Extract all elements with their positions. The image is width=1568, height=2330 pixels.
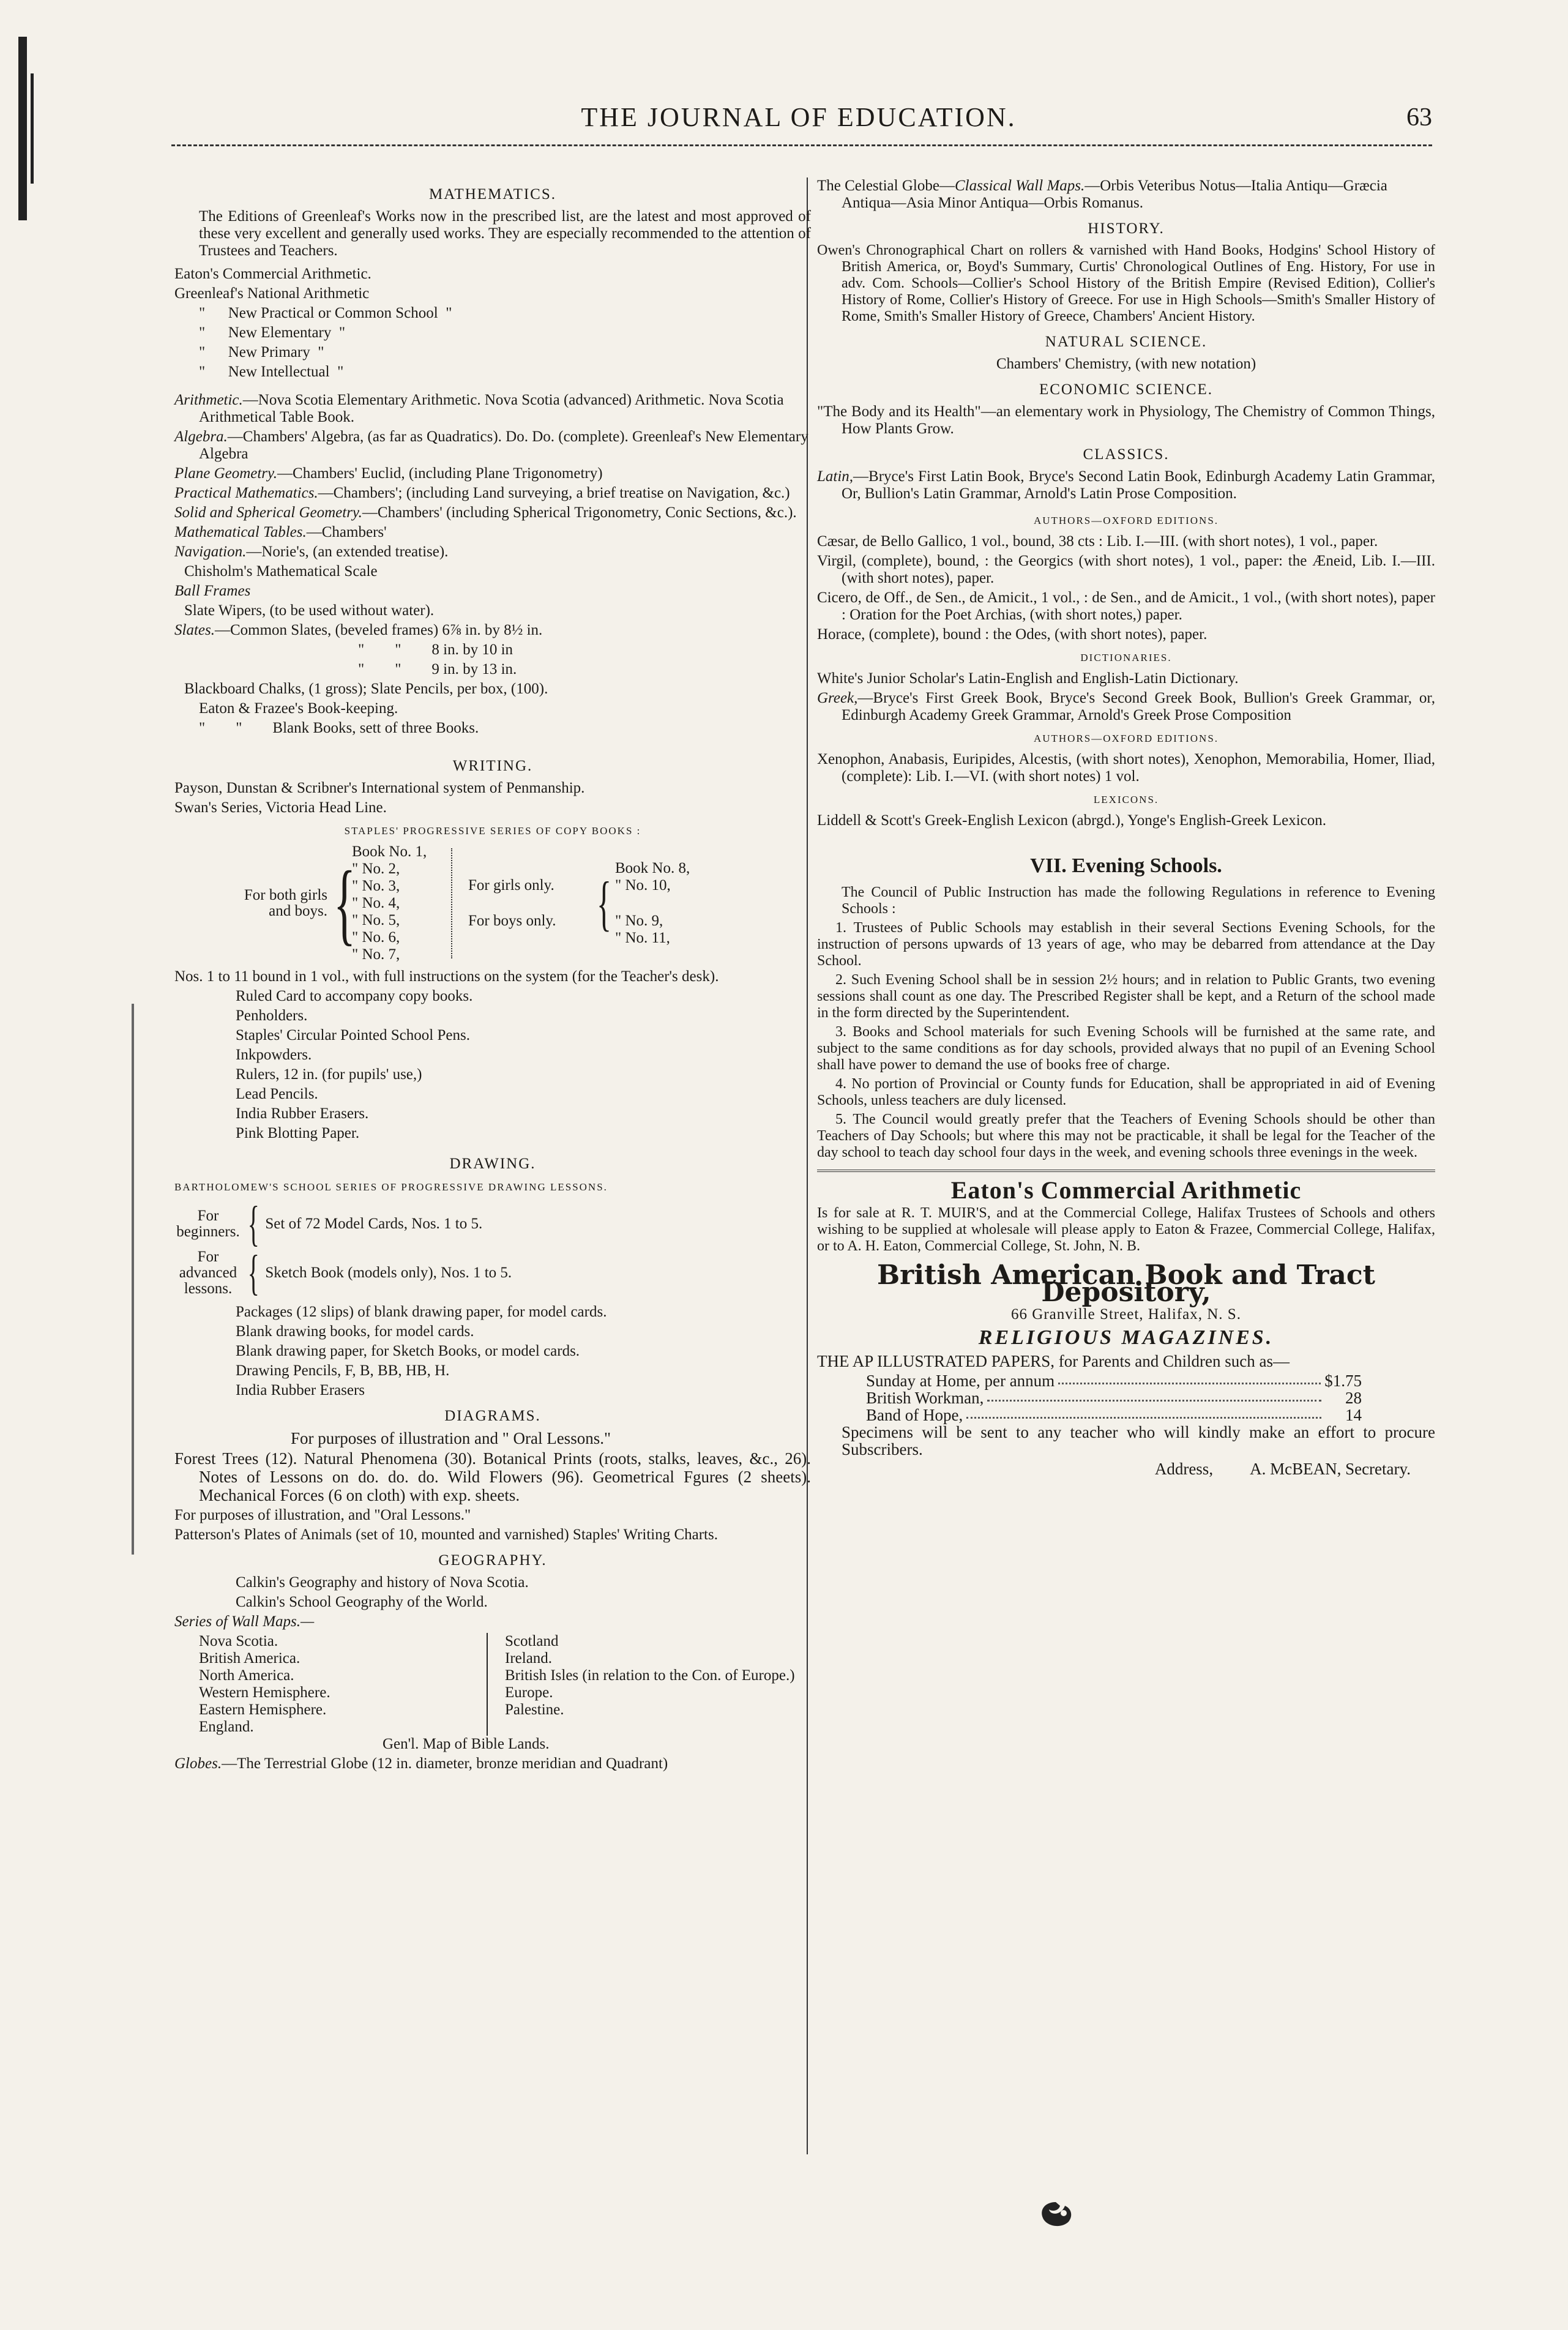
mathematics-heading: MATHEMATICS. [428,186,557,203]
address-label: Address, [1154,1460,1214,1478]
math-list-item: " New Intellectual " [199,364,344,380]
beginners-row [174,1197,811,1251]
eaton-advert-title: Eaton's Commercial Arithmetic [950,1176,1302,1204]
math-list-item: Greenleaf's National Arithmetic [174,285,370,302]
evening-schools-heading: VII. Evening Schools. [1030,854,1222,877]
maps-right-list [505,1633,811,1736]
bartholomew-heading: BARTHOLOMEW'S SCHOOL SERIES OF PROGRESSIVE DRAWING LESSONS. [174,1181,608,1193]
globes-text: —The Terrestrial Globe (12 in. diameter, bronze meridian and Quadrant) [222,1755,668,1772]
wall-maps-grid [174,1633,811,1736]
map-item: British America. [199,1650,301,1667]
left-edge-mark-3 [132,1004,134,1555]
price-row [866,1406,1362,1424]
writing-item: Inkpowders. [236,1047,312,1063]
greek-authors-heading: AUTHORS—OXFORD EDITIONS. [1033,733,1219,744]
left-column [174,177,811,1775]
math-list-item: Eaton's Commercial Arithmetic. [174,266,371,282]
copy-book-item: " No. 4, [352,895,400,911]
eaton-bookkeeping: Eaton & Frazee's Book-keeping. [199,700,398,717]
diagrams-oral: For purposes of illustration, and "Oral Lessons." [174,1507,471,1523]
copy-book-item: Book No. 1, [352,843,427,860]
dot-leader [966,1406,1321,1419]
map-item: Europe. [505,1684,553,1701]
math-list-item: " New Elementary " [199,324,346,341]
diagrams-heading: DIAGRAMS. [444,1408,541,1424]
globes-label: Globes. [174,1755,222,1772]
white-dictionary: White's Junior Scholar's Latin-English and English-Latin Dictionary. [817,670,1239,687]
classical-wall-maps: Classical Wall Maps. [954,177,1085,194]
maps-divider [487,1633,505,1736]
navigation-text: —Norie's, (an extended treatise). [246,543,449,560]
copy-girls-boys-labels [468,877,591,930]
map-item: British Isles (in relation to the Con. of Europe.) [505,1667,795,1684]
math-intro: The Editions of Greenleaf's Works now in the prescribed list, are the latest and most approved of these very excellent and generally used works. They are especially recommended to the attention of Trustees and Teachers. [199,208,811,259]
calkin-world: Calkin's School Geography of the World. [236,1594,488,1610]
drawing-item: Packages (12 slips) of blank drawing paper, for model cards. [236,1304,607,1320]
copy-books-grid [230,843,811,963]
navigation-label: Navigation. [174,543,247,560]
price-row [866,1372,1362,1389]
latin-author: Virgil, (complete), bound, : the Georgics (with short notes), 1 vol., paper: the Æneid, Lib. I.—III. (with short notes), paper. [817,553,1435,586]
greek-label: Greek, [817,690,858,706]
writing-item: Pink Blotting Paper. [236,1125,360,1141]
copy-book-item: " No. 10, [615,877,671,894]
advanced-text: Sketch Book (models only), Nos. 1 to 5. [265,1264,512,1281]
evening-rule: 3. Books and School materials for such Evening Schools will be furnished at the same rate, and subject to the same conditions as for day schools, provided always that no pupil of an Evening School shall have power to demand the use of books free of charge. [817,1024,1435,1073]
brace-icon: { [247,1197,259,1251]
math-subjects [174,392,811,737]
diagrams-text: Forest Trees (12). Natural Phenomena (30). Botanical Prints (roots, stalks, leaves, &c., 26). Notes of Lessons on do. do. do. Wild Flowers (96). Geometrical Fgures (2 sheets). Mechanical Forces (6 on cloth) with exp. sheets. [174,1449,811,1504]
writing-item: India Rubber Erasers. [236,1105,369,1122]
price-row [866,1389,1362,1406]
drawing-item: India Rubber Erasers [236,1382,365,1398]
plane-geometry-label: Plane Geometry. [174,465,278,482]
printer-ornament-icon [1034,2197,1077,2234]
latin-author: Horace, (complete), bound : the Odes, (with short notes), paper. [817,626,1208,643]
economic-science-text: "The Body and its Health"—an elementary work in Physiology, The Chemistry of Common Things, How Plants Grow. [817,403,1435,437]
writing-items [174,988,811,1142]
ball-frames: Ball Frames [174,583,251,599]
evening-rule: 4. No portion of Provincial or County funds for Education, shall be appropriated in aid of Evening Schools, unless teachers are duly licensed. [817,1076,1435,1108]
map-item: Eastern Hemisphere. [199,1701,327,1718]
math-tables-label: Mathematical Tables. [174,524,307,540]
advanced-row [174,1246,811,1300]
arithmetic-label: Arithmetic. [174,392,243,408]
greek-authors: Xenophon, Anabasis, Euripides, Alcestis, (with short notes), Xenophon, Memorabilia, Homer, Iliad, (complete): Lib. I.—VI. (with short notes) 1 vol. [817,751,1435,785]
economic-science-heading: ECONOMIC SCIENCE. [1039,381,1213,398]
drawing-item: Blank drawing books, for model cards. [236,1323,474,1340]
slates-size-3: " " 9 in. by 13 in. [358,661,517,678]
price-value: $1.75 [1324,1372,1362,1390]
copy-book-item: " No. 7, [352,946,400,963]
dot-leader [987,1389,1321,1402]
secretary-name: A. McBEAN, Secretary. [1250,1460,1411,1478]
depository-title: British American Book and Tract Depository, [876,1260,1376,1308]
religious-magazines-title: RELIGIOUS MAGAZINES. [978,1326,1274,1349]
page-number: 63 [1406,103,1432,132]
latin-author: Cæsar, de Bello Gallico, 1 vol., bound, 38 cts : Lib. I.—III. (with short notes), 1 vol., paper. [817,533,1378,550]
copy-both-list [352,843,444,963]
copy-both-label: For both girls and boys. [244,887,327,919]
drawing-heading: DRAWING. [449,1156,536,1172]
copy-girls-boys-list [615,860,707,947]
copy-girls-label: For girls only. [468,877,554,894]
latin-authors-heading: AUTHORS—OXFORD EDITIONS. [1033,515,1219,526]
price-value: 14 [1345,1406,1362,1424]
natural-science-text: Chambers' Chemistry, (with new notation) [996,356,1256,372]
map-item: England. [199,1719,254,1735]
writing-item: Staples' Circular Pointed School Pens. [236,1027,470,1044]
algebra-text: —Chambers' Algebra, (as far as Quadratics). Do. Do. (complete). Greenleaf's New Elementary Algebra [199,428,808,462]
patterson-plates: Patterson's Plates of Animals (set of 10, mounted and varnished) Staples' Writing Charts. [174,1526,718,1543]
copy-boys-label: For boys only. [468,913,556,929]
map-item: Scotland [505,1633,559,1649]
evening-rule: 2. Such Evening School shall be in session 2½ hours; and in relation to Public Grants, two evening sessions shall count as one day. The Prescribed Register shall be kept, and a Return of the school made in the form directed by the Superintendent. [817,972,1435,1021]
drawing-item: Drawing Pencils, F, B, BB, HB, H. [236,1362,450,1379]
math-tables-text: —Chambers' [306,524,387,540]
price-label: Sunday at Home, per annum [866,1372,1055,1390]
price-label: British Workman, [866,1389,984,1407]
map-item: Western Hemisphere. [199,1684,330,1701]
staples-heading: STAPLES' PROGRESSIVE SERIES OF COPY BOOKS : [344,825,641,837]
eaton-advert-text: Is for sale at R. T. MUIR'S, and at the Commercial College, Halifax Trustees of Schools and others wishing to be supplied at wholesale will please apply to Eaton & Frazee, Commercial College, Halifax, or to A. H. Eaton, Commercial College, St. John, N. B. [817,1205,1435,1254]
dot-leader [1058,1372,1321,1384]
header-rule [171,144,1432,146]
brace-icon: { [597,869,611,937]
practical-math-text: —Chambers'; (including Land surveying, a brief treatise on Navigation, &c.) [318,485,790,501]
beginners-label: For beginners. [176,1208,240,1240]
map-item: North America. [199,1667,294,1684]
dictionaries-heading: DICTIONARIES. [1080,652,1172,663]
writing-heading: WRITING. [452,758,533,774]
slates-text: —Common Slates, (beveled frames) 6⅞ in. by 8½ in. [214,622,543,638]
copy-book-item: " No. 9, [615,913,663,929]
price-list [817,1372,1435,1424]
latin-author: Cicero, de Off., de Sen., de Amicit., 1 vol., : de Sen., and de Amicit., 1 vol., (with short notes), paper : Oration for the Poet Archias, (with short notes,) paper. [817,589,1435,623]
maps-left-list [199,1633,487,1736]
latin-label: Latin, [817,468,854,485]
map-item: Ireland. [505,1650,553,1667]
payson-penmanship: Payson, Dunstan & Scribner's International system of Penmanship. [174,780,585,796]
solid-geometry-text: —Chambers' (including Spherical Trigonometry, Conic Sections, &c.). [362,504,797,521]
drawing-items [174,1304,811,1399]
copy-book-item: " No. 5, [352,912,400,928]
swan-series: Swan's Series, Victoria Head Line. [174,799,387,816]
signature [817,1460,1435,1477]
geography-heading: GEOGRAPHY. [438,1552,547,1569]
slates-label: Slates. [174,622,215,638]
blackboard-chalks: Blackboard Chalks, (1 gross); Slate Pencils, per box, (100). [184,681,548,697]
map-item: Nova Scotia. [199,1633,278,1649]
bible-lands-map: Gen'l. Map of Bible Lands. [383,1736,550,1752]
evening-rule: 5. The Council would greatly prefer that the Teachers of Evening Schools should be other than Teachers of Day Schools; but where this may not be practicable, it shall be legal for the Teacher of the day school to teach day school four days in the week, and evening schools three evenings in the week. [817,1111,1435,1160]
slates-size-2: " " 8 in. by 10 in [358,641,513,658]
arithmetic-text: —Nova Scotia Elementary Arithmetic. Nova Scotia (advanced) Arithmetic. Nova Scotia Arithmetical Table Book. [199,392,784,425]
depository-address: 66 Granville Street, Halifax, N. S. [1011,1306,1241,1323]
math-list [174,266,811,381]
specimens-note: Specimens will be sent to any teacher who will kindly make an effort to procure Subscribers. [842,1423,1435,1458]
lexicons-heading: LEXICONS. [1093,794,1159,805]
beginners-text: Set of 72 Model Cards, Nos. 1 to 5. [265,1215,483,1232]
latin-text: —Bryce's First Latin Book, Bryce's Second Latin Book, Edinburgh Academy Latin Grammar, Or, Bullion's Latin Grammar, Arnold's Latin Prose Composition. [842,468,1435,502]
copy-book-item: Book No. 8, [615,860,690,876]
journal-title: THE JOURNAL OF EDUCATION. [581,102,1017,132]
drawing-item: Blank drawing paper, for Sketch Books, or model cards. [236,1343,580,1359]
price-value: 28 [1345,1389,1362,1407]
celestial-text: —Orbis Veteribus Notus—Italia Antiqu—Græcia Antiqua—Asia Minor Antiqua—Orbis Romanus. [842,177,1387,211]
copy-divider [451,848,468,958]
copy-book-item: " No. 3, [352,878,400,894]
math-list-item: " New Practical or Common School " [199,305,452,321]
solid-geometry-label: Solid and Spherical Geometry. [174,504,362,521]
evening-rule: 1. Trustees of Public Schools may establish in their several Sections Evening Schools, for the instruction of persons upwards of 13 years of age, who may be debarred from attendance at the Day School. [817,920,1435,969]
chisholm-scale: Chisholm's Mathematical Scale [184,563,378,580]
wall-maps-label: Series of Wall Maps.— [174,1613,315,1630]
writing-item: Lead Pencils. [236,1086,318,1102]
evening-intro: The Council of Public Instruction has made the following Regulations in reference to Evening Schools : [842,884,1435,917]
advanced-label: For advanced lessons. [179,1249,237,1297]
liddell-lexicon: Liddell & Scott's Greek-English Lexicon (abrgd.), Yonge's English-Greek Lexicon. [817,812,1326,829]
map-item: Palestine. [505,1701,564,1718]
slate-wipers: Slate Wipers, (to be used without water). [184,602,435,619]
greek-text: —Bryce's First Greek Book, Bryce's Second Greek Book, Bullion's Greek Grammar, or, Edinburgh Academy Greek Grammar, Arnold's Greek Prose Composition [842,690,1435,723]
copy-book-item: " No. 11, [615,930,670,946]
math-list-item: " New Primary " [199,344,324,360]
copy-books-note: Nos. 1 to 11 bound in 1 vol., with full instructions on the system (for the Teacher's desk). [174,968,719,985]
practical-math-label: Practical Mathematics. [174,485,318,501]
writing-item: Penholders. [236,1007,308,1024]
blank-books: " " Blank Books, sett of three Books. [199,720,479,736]
writing-item: Rulers, 12 in. (for pupils' use,) [236,1066,422,1083]
advert-rule [817,1170,1435,1172]
running-head [165,103,1432,140]
calkin-nova-scotia: Calkin's Geography and history of Nova Scotia. [236,1574,529,1591]
price-label: Band of Hope, [866,1406,963,1424]
algebra-label: Algebra. [174,428,228,445]
plane-geometry-text: —Chambers' Euclid, (including Plane Trigonometry) [277,465,603,482]
left-edge-mark [18,37,27,220]
history-text: Owen's Chronographical Chart on rollers & varnished with Hand Books, Hodgins' School History of British America, or, Boyd's Summary, Curtis' Chronological Outlines of Eng. History, For use in adv. Com. Schools—Collier's School History of the British Empire (Revised Edition), Collier's History of Rome, Collier's History of Greece. For use in High Schools—Smith's Smaller History of Rome, Smith's Smaller History of Greece, Chambers' Ancient History. [817,242,1435,324]
illustrated-papers-intro: THE AP ILLUSTRATED PAPERS, for Parents and Children such as— [817,1352,1290,1370]
natural-science-heading: NATURAL SCIENCE. [1045,334,1208,350]
right-column [817,177,1435,1477]
diagrams-intro: For purposes of illustration and " Oral Lessons." [291,1429,611,1447]
history-heading: HISTORY. [1088,220,1165,237]
copy-book-item: " No. 6, [352,929,400,946]
writing-item: Ruled Card to accompany copy books. [236,988,473,1004]
left-edge-mark-2 [31,73,34,184]
brace-icon: { [247,1246,259,1300]
celestial-lead: The Celestial Globe— [817,177,955,194]
copy-book-item: " No. 2, [352,861,400,877]
brace-icon: { [334,853,356,954]
classics-heading: CLASSICS. [1083,446,1170,463]
